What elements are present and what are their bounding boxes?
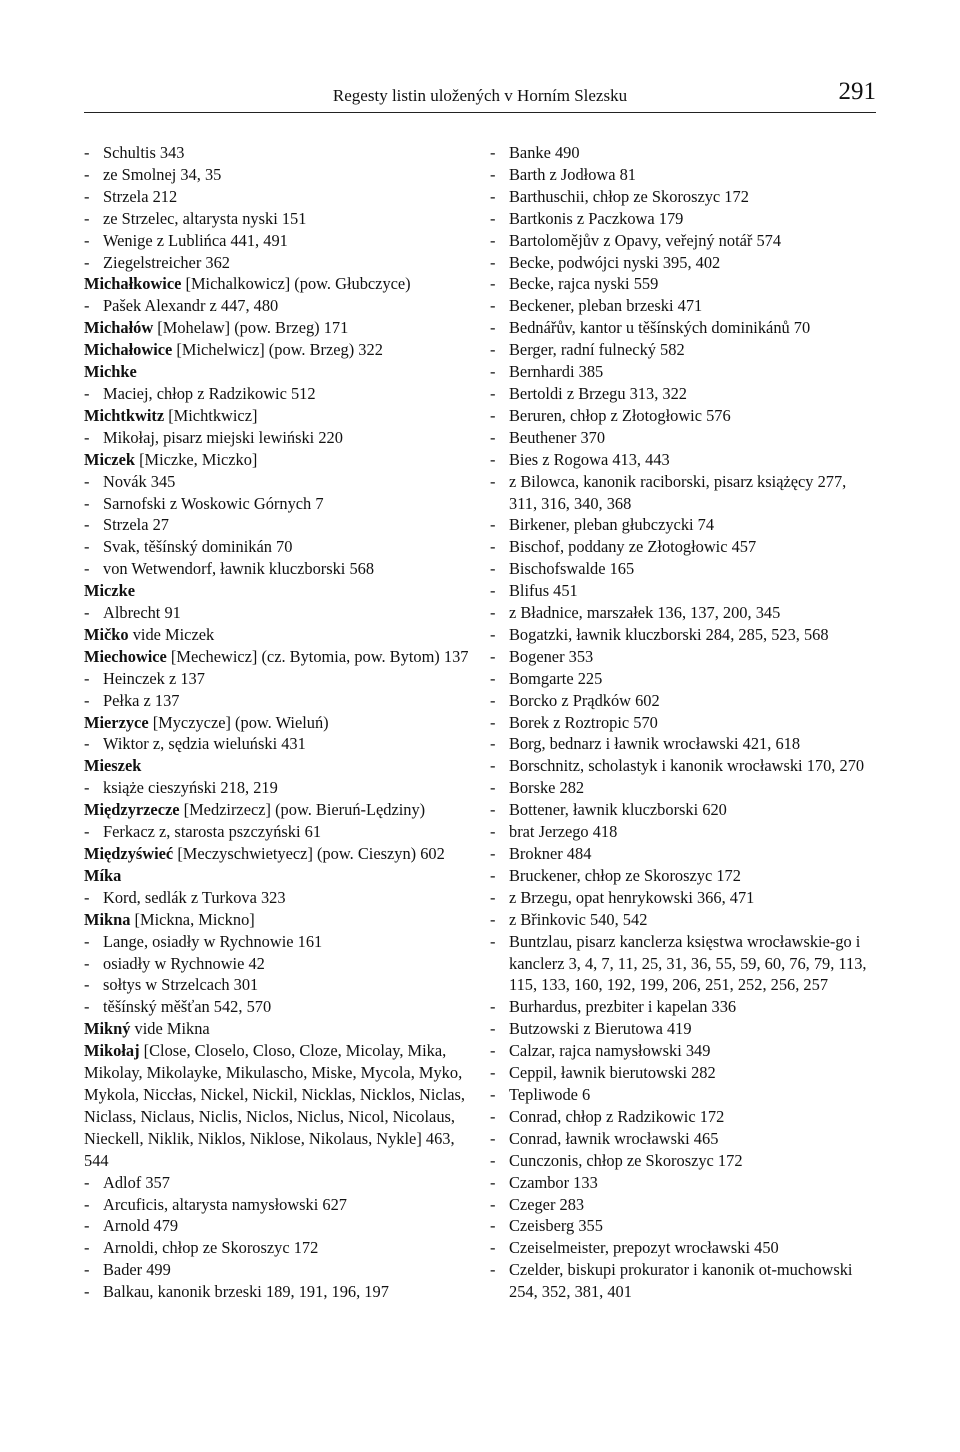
subentry-text: Beuthener 370: [509, 427, 606, 447]
index-subentry: [84, 1281, 472, 1303]
index-subentry: [84, 1237, 472, 1259]
index-headword-entry: [84, 580, 472, 602]
headword-details: [Michtkwicz]: [164, 405, 258, 425]
index-subentry: [490, 733, 878, 755]
subentry-text: Novák 345: [103, 471, 176, 491]
subentry-text: Birkener, pleban głubczycki 74: [509, 515, 715, 535]
subentry-text: książe cieszyński 218, 219: [103, 778, 278, 798]
subentry-text: Tepliwode 6: [509, 1084, 591, 1104]
subentry-text: Beckener, pleban brzeski 471: [509, 296, 703, 316]
index-subentry: [490, 755, 878, 777]
index-headword-entry: [84, 1040, 472, 1171]
index-subentry: [84, 690, 472, 712]
headword-details: [Miczke, Miczko]: [134, 449, 258, 469]
headword: Miczek: [84, 449, 135, 469]
index-subentry: [84, 821, 472, 843]
index-subentry: [84, 493, 472, 515]
index-subentry: [490, 361, 878, 383]
headword: Michałkowice: [84, 274, 182, 294]
headword: Míka: [84, 865, 122, 885]
index-subentry: [490, 1215, 878, 1237]
subentry-text: Bomgarte 225: [509, 668, 603, 688]
subentry-text: Schultis 343: [103, 143, 185, 162]
index-subentry: [84, 142, 472, 164]
index-subentry: [490, 1040, 878, 1062]
headword-details: [Michalkowicz] (pow. Głubczyce): [181, 274, 411, 294]
index-subentry: [490, 317, 878, 339]
index-headword-entry: [84, 449, 472, 471]
subentry-text: Berger, radní fulnecký 582: [509, 340, 685, 360]
subentry-text: von Wetwendorf, ławnik kluczborski 568: [103, 559, 375, 579]
index-subentry: [490, 230, 878, 252]
subentry-text: Bertoldi z Brzegu 313, 322: [509, 383, 687, 403]
index-headword-entry: [84, 909, 472, 931]
index-headword-entry: [84, 755, 472, 777]
index-subentry: [490, 449, 878, 471]
subentry-text: Bednářův, kantor u těšínských dominikánů 70: [509, 318, 811, 338]
index-subentry: [490, 799, 878, 821]
index-subentry: [490, 1172, 878, 1194]
subentry-text: Bies z Rogowa 413, 443: [509, 449, 670, 469]
index-subentry: [490, 186, 878, 208]
index-subentry: [490, 668, 878, 690]
subentry-text: Svak, těšínský dominikán 70: [103, 537, 293, 557]
index-headword-entry: [84, 361, 472, 383]
index-subentry: [490, 295, 878, 317]
page-header: [84, 78, 876, 112]
index-subentry: [490, 1237, 878, 1259]
index-subentry: [84, 1215, 472, 1237]
index-subentry: [84, 887, 472, 909]
subentry-text: Conrad, ławnik wrocławski 465: [509, 1128, 719, 1148]
index-subentry: [490, 273, 878, 295]
index-subentry: [84, 295, 472, 317]
subentry-text: Czelder, biskupi prokurator i kanonik ot-muchowski 254, 352, 381, 401: [509, 1260, 853, 1302]
headword: Michke: [84, 362, 137, 382]
subentry-text: Banke 490: [509, 143, 580, 162]
index-subentry: [490, 514, 878, 536]
index-subentry: [490, 427, 878, 449]
index-subentry: [84, 996, 472, 1018]
headword-details: vide Mikna: [130, 1019, 210, 1039]
subentry-text: Bottener, ławnik kluczborski 620: [509, 800, 727, 820]
index-subentry: [490, 624, 878, 646]
subentry-text: Ceppil, ławnik bierutowski 282: [509, 1063, 716, 1083]
index-subentry: [84, 1259, 472, 1281]
headword-details: [Medzirzecz] (pow. Bieruń-Lędziny): [179, 800, 426, 820]
index-subentry: [84, 536, 472, 558]
subentry-text: Wenige z Lublińca 441, 491: [103, 230, 288, 250]
index-subentry: [490, 712, 878, 734]
subentry-text: Conrad, chłop z Radzikowic 172: [509, 1106, 725, 1126]
index-subentry: [84, 208, 472, 230]
subentry-text: Sarnofski z Woskowic Górnych 7: [103, 493, 324, 513]
index-subentry: [84, 953, 472, 975]
subentry-text: Becke, rajca nyski 559: [509, 274, 659, 294]
headword: Mičko: [84, 624, 129, 644]
index-subentry: [490, 1150, 878, 1172]
headword: Michałowice: [84, 340, 173, 360]
subentry-text: Pašek Alexandr z 447, 480: [103, 296, 279, 316]
index-subentry: [490, 558, 878, 580]
subentry-text: Bischof, poddany ze Złotogłowic 457: [509, 537, 757, 557]
subentry-text: Czeisberg 355: [509, 1216, 603, 1236]
subentry-text: Butzowski z Bierutowa 419: [509, 1019, 692, 1039]
index-subentry: [490, 405, 878, 427]
index-subentry: [490, 843, 878, 865]
index-headword-entry: [84, 405, 472, 427]
headword: Michałów: [84, 318, 154, 338]
subentry-text: z Brzegu, opat henrykowski 366, 471: [509, 887, 755, 907]
index-headword-entry: [84, 843, 472, 865]
subentry-text: Bruckener, chłop ze Skoroszyc 172: [509, 865, 741, 885]
index-subentry: [490, 1128, 878, 1150]
subentry-text: ze Smolnej 34, 35: [103, 164, 222, 184]
subentry-text: Borek z Roztropic 570: [509, 712, 658, 732]
index-headword-entry: [84, 865, 472, 887]
index-subentry: [84, 514, 472, 536]
subentry-text: Barth z Jodłowa 81: [509, 164, 637, 184]
subentry-text: sołtys w Strzelcach 301: [103, 975, 259, 995]
subentry-text: Ziegelstreicher 362: [103, 252, 230, 272]
index-subentry: [84, 230, 472, 252]
headword: Mierzyce: [84, 712, 149, 732]
index-subentry: [84, 1194, 472, 1216]
subentry-text: Bogatzki, ławnik kluczborski 284, 285, 523, 568: [509, 624, 829, 644]
subentry-text: Mikołaj, pisarz miejski lewiński 220: [103, 427, 343, 447]
subentry-text: Lange, osiadły w Rychnowie 161: [103, 931, 323, 951]
index-headword-entry: [84, 339, 472, 361]
index-subentry: [490, 1259, 878, 1303]
subentry-text: Arcuficis, altarysta namysłowski 627: [103, 1194, 347, 1214]
subentry-text: Beruren, chłop z Złotogłowic 576: [509, 405, 731, 425]
subentry-text: Czambor 133: [509, 1172, 598, 1192]
index-subentry: [84, 383, 472, 405]
subentry-text: Borske 282: [509, 778, 585, 798]
running-title: Regesty listin uložených v Horním Slezsku: [332, 86, 628, 105]
subentry-text: Borschnitz, scholastyk i kanonik wrocławski 170, 270: [509, 756, 865, 776]
index-subentry: [490, 1062, 878, 1084]
index-subentry: [490, 383, 878, 405]
index-subentry: [490, 690, 878, 712]
subentry-text: Strzela 212: [103, 186, 178, 206]
headword-details: [Mickna, Mickno]: [130, 909, 255, 929]
index-headword-entry: [84, 317, 472, 339]
subentry-text: Buntzlau, pisarz kanclerza księstwa wrocławskie-go i kanclerz 3, 4, 7, 11, 25, 31, 36, 55, 59, 60, 76, 79, 113, 115, 133, 160, 192, 199, 206, 251, 252, 256, 257: [509, 931, 867, 995]
subentry-text: Kord, sedlák z Turkova 323: [103, 887, 286, 907]
subentry-text: Arnold 479: [103, 1216, 179, 1236]
headword: Miczke: [84, 581, 135, 601]
index-subentry: [490, 821, 878, 843]
subentry-text: Adlof 357: [103, 1172, 170, 1192]
index-subentry: [490, 339, 878, 361]
subentry-text: Cunczonis, chłop ze Skoroszyc 172: [509, 1150, 743, 1170]
subentry-text: Heinczek z 137: [103, 668, 205, 688]
headword: Mikna: [84, 909, 131, 929]
index-subentry: [490, 142, 878, 164]
headword: Mikołaj: [84, 1041, 140, 1061]
index-subentry: [490, 996, 878, 1018]
index-headword-entry: [84, 273, 472, 295]
index-subentry: [490, 1194, 878, 1216]
index-column-right: [490, 142, 878, 1303]
subentry-text: Bischofswalde 165: [509, 559, 635, 579]
subentry-text: Pełka z 137: [103, 690, 180, 710]
subentry-text: Ferkacz z, starosta pszczyński 61: [103, 822, 322, 842]
index-headword-entry: [84, 624, 472, 646]
index-subentry: [84, 186, 472, 208]
index-headword-entry: [84, 799, 472, 821]
index-subentry: [84, 252, 472, 274]
subentry-text: osiadły w Rychnowie 42: [103, 953, 265, 973]
headword: Mikný: [84, 1019, 131, 1039]
index-subentry: [490, 580, 878, 602]
index-headword-entry: [84, 1018, 472, 1040]
headword-details: [Myczycze] (pow. Wieluń): [148, 712, 329, 732]
subentry-text: z Břinkovic 540, 542: [509, 909, 648, 929]
index-subentry: [490, 1084, 878, 1106]
headword: Mieszek: [84, 756, 142, 776]
index-subentry: [84, 931, 472, 953]
headword-details: [Michelwicz] (pow. Brzeg) 322: [172, 340, 383, 360]
index-subentry: [490, 602, 878, 624]
index-subentry: [84, 1172, 472, 1194]
subentry-text: Balkau, kanonik brzeski 189, 191, 196, 197: [103, 1282, 389, 1302]
index-headword-entry: [84, 712, 472, 734]
index-subentry: [490, 208, 878, 230]
headword-details: vide Miczek: [128, 624, 215, 644]
index-subentry: [84, 777, 472, 799]
subentry-text: z Bładnice, marszałek 136, 137, 200, 345: [509, 603, 781, 623]
index-subentry: [490, 887, 878, 909]
index-subentry: [490, 471, 878, 515]
index-subentry: [84, 164, 472, 186]
index-subentry: [84, 471, 472, 493]
index-subentry: [490, 164, 878, 186]
subentry-text: Becke, podwójci nyski 395, 402: [509, 252, 721, 272]
subentry-text: ze Strzelec, altarysta nyski 151: [103, 208, 307, 228]
index-subentry: [84, 602, 472, 624]
subentry-text: Bartkonis z Paczkowa 179: [509, 208, 684, 228]
index-subentry: [84, 427, 472, 449]
subentry-text: Burhardus, prezbiter i kapelan 336: [509, 997, 737, 1017]
subentry-text: Arnoldi, chłop ze Skoroszyc 172: [103, 1238, 319, 1258]
headword: Międzyświeć: [84, 844, 174, 863]
subentry-text: Bogener 353: [509, 646, 594, 666]
subentry-text: brat Jerzego 418: [509, 822, 618, 842]
index-subentry: [84, 668, 472, 690]
subentry-text: Czeger 283: [509, 1194, 585, 1214]
subentry-text: Borcko z Prądków 602: [509, 690, 660, 710]
subentry-text: Albrecht 91: [103, 603, 181, 623]
subentry-text: Blifus 451: [509, 581, 578, 601]
index-subentry: [84, 733, 472, 755]
headword: Miechowice: [84, 646, 167, 666]
subentry-text: Calzar, rajca namysłowski 349: [509, 1041, 711, 1061]
subentry-text: Bernhardi 385: [509, 362, 604, 382]
index-subentry: [490, 252, 878, 274]
index-subentry: [490, 777, 878, 799]
header-rule: [84, 112, 876, 113]
subentry-text: Bartolomějův z Opavy, veřejný notář 574: [509, 230, 782, 250]
index-subentry: [84, 974, 472, 996]
index-subentry: [490, 931, 878, 997]
subentry-text: Barthuschii, chłop ze Skoroszyc 172: [509, 186, 749, 206]
headword-details: [Close, Closelo, Closo, Cloze, Micolay, Mika, Mikolay, Mikolayke, Mikulascho, Miske, Mycola, Myko, Mykola, Niccłas, Nickel, Nickil, Nicklas, Nicklos, Niclas, Niclass, Niclaus, Niclis, Niclos, Niclus, Nicol, Nicolaus, Nieckell, Niklik, Niklos, Niklose, Nikolaus, Nykle] 463, 544: [84, 1041, 465, 1170]
index-subentry: [490, 865, 878, 887]
subentry-text: z Bilowca, kanonik raciborski, pisarz książęcy 277, 311, 316, 340, 368: [509, 471, 847, 513]
subentry-text: Brokner 484: [509, 844, 592, 863]
index-subentry: [84, 558, 472, 580]
headword-details: [Mohelaw] (pow. Brzeg) 171: [153, 318, 349, 338]
index-column-left: [84, 142, 472, 1303]
headword-details: [Mechewicz] (cz. Bytomia, pow. Bytom) 137: [166, 646, 469, 666]
headword-details: [Meczyschwietyecz] (pow. Cieszyn) 602: [173, 844, 445, 863]
headword: Międzyrzecze: [84, 800, 180, 820]
index-subentry: [490, 646, 878, 668]
index-headword-entry: [84, 646, 472, 668]
subentry-text: Maciej, chłop z Radzikowic 512: [103, 383, 316, 403]
subentry-text: Bader 499: [103, 1260, 171, 1280]
index-subentry: [490, 909, 878, 931]
subentry-text: Czeiselmeister, prepozyt wrocławski 450: [509, 1238, 779, 1258]
subentry-text: Strzela 27: [103, 515, 169, 535]
subentry-text: Borg, bednarz i ławnik wrocławski 421, 618: [509, 734, 801, 754]
headword: Michtkwitz: [84, 405, 165, 425]
page-number: 291: [838, 78, 876, 105]
index-subentry: [490, 536, 878, 558]
index-subentry: [490, 1106, 878, 1128]
subentry-text: těšínský měšťan 542, 570: [103, 997, 272, 1017]
subentry-text: Wiktor z, sędzia wieluński 431: [103, 734, 306, 754]
index-subentry: [490, 1018, 878, 1040]
